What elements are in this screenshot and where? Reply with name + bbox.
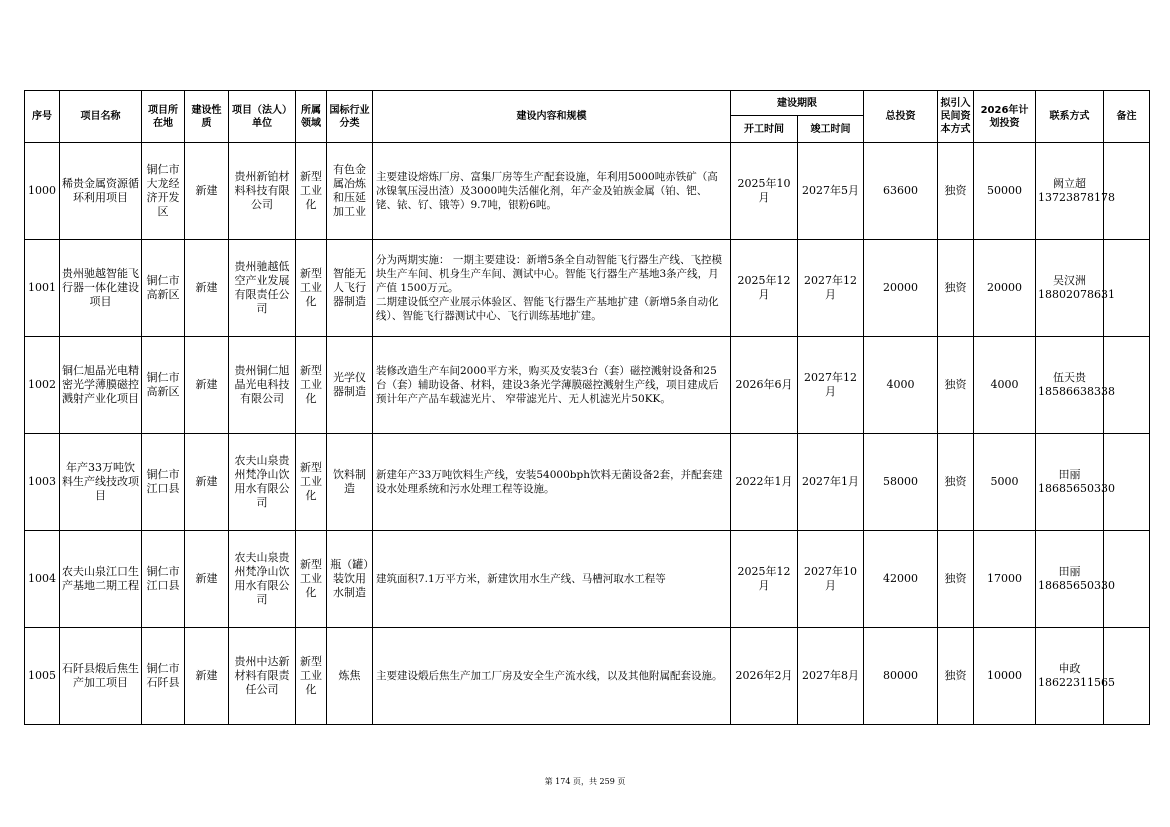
cell-mode: 独资 [938, 240, 974, 337]
cell-location: 铜仁市大龙经济开发区 [142, 143, 185, 240]
cell-nature: 新建 [185, 628, 229, 725]
cell-seq: 1003 [25, 434, 60, 531]
header-plan: 2026年计划投资 [974, 91, 1036, 143]
cell-field: 新型工业化 [296, 628, 327, 725]
cell-seq: 1001 [25, 240, 60, 337]
cell-industry: 瓶（罐）装饮用水制造 [327, 531, 373, 628]
cell-end: 2027年10月 [798, 531, 864, 628]
cell-nature: 新建 [185, 434, 229, 531]
cell-contact [1036, 143, 1115, 240]
cell-contact [1036, 531, 1115, 628]
cell-seq: 1005 [25, 628, 60, 725]
header-total: 总投资 [864, 91, 938, 143]
contact-phone: 18685650330 [1038, 482, 1115, 495]
cell-unit: 贵州驰越低空产业发展有限责任公司 [229, 240, 296, 337]
cell-contact [1036, 434, 1115, 531]
contact-name: 吴汉洲 [1053, 274, 1086, 287]
cell-nature: 新建 [185, 143, 229, 240]
cell-end: 2027年5月 [798, 143, 864, 240]
cell-field: 新型工业化 [296, 240, 327, 337]
cell-name: 石阡县煅后焦生产加工项目 [60, 628, 142, 725]
cell-contact [1036, 240, 1115, 337]
table-row [25, 143, 1150, 240]
cell-mode: 独资 [938, 143, 974, 240]
cell-industry: 智能无人飞行器制造 [327, 240, 373, 337]
cell-contact [1036, 337, 1115, 434]
cell-plan: 4000 [974, 337, 1036, 434]
header-seq: 序号 [25, 91, 60, 143]
cell-name: 铜仁旭晶光电精密光学薄膜磁控溅射产业化项目 [60, 337, 142, 434]
contact-name: 申政 [1058, 662, 1081, 675]
cell-total: 4000 [864, 337, 938, 434]
header-period: 建设期限 [731, 91, 864, 116]
table-row [25, 434, 1150, 531]
contact-name: 田丽 [1058, 565, 1081, 578]
cell-plan: 20000 [974, 240, 1036, 337]
cell-location: 铜仁市高新区 [142, 240, 185, 337]
cell-location: 铜仁市石阡县 [142, 628, 185, 725]
cell-content: 装修改造生产车间2000平方米，购买及安装3台（套）磁控溅射设备和25台（套）辅助设备、材料，建设3条光学薄膜磁控溅射生产线，项目建成后预计年产产品车载滤光片、 窄带滤光片、无人机滤光片50KK。 [373, 337, 731, 434]
cell-end: 2027年8月 [798, 628, 864, 725]
contact-phone: 13723878178 [1038, 191, 1115, 204]
project-table [24, 90, 1150, 725]
header-remark: 备注 [1104, 91, 1150, 143]
header-mode: 拟引入民间资本方式 [938, 91, 974, 143]
cell-end: 2027年12月 [798, 240, 864, 337]
cell-total: 20000 [864, 240, 938, 337]
cell-unit: 贵州中达新材料有限责任公司 [229, 628, 296, 725]
cell-industry: 光学仪器制造 [327, 337, 373, 434]
header-contact: 联系方式 [1036, 91, 1104, 143]
cell-plan: 17000 [974, 531, 1036, 628]
cell-industry: 饮料制造 [327, 434, 373, 531]
cell-content: 主要建设熔炼厂房、富集厂房等生产配套设施，年利用5000吨赤铁矿（高冰镍氧压浸出渣）及3000吨失活催化剂，年产金及铂族金属（铂、钯、铑、铱、钌、锇等）9.7吨，银粉6吨。 [373, 143, 731, 240]
cell-seq: 1002 [25, 337, 60, 434]
contact-name: 田丽 [1058, 468, 1081, 481]
cell-field: 新型工业化 [296, 434, 327, 531]
cell-nature: 新建 [185, 240, 229, 337]
table-row [25, 531, 1150, 628]
cell-field: 新型工业化 [296, 337, 327, 434]
cell-mode: 独资 [938, 337, 974, 434]
cell-name: 贵州驰越智能飞行器一体化建设项目 [60, 240, 142, 337]
cell-end: 2027年1月 [798, 434, 864, 531]
header-unit: 项目（法人）单位 [229, 91, 296, 143]
table-row [25, 628, 1150, 725]
cell-name: 年产33万吨饮料生产线技改项目 [60, 434, 142, 531]
cell-content: 分为两期实施： 一期主要建设：新增5条全自动智能飞行器生产线、飞控模块生产车间、机身生产车间、测试中心。智能飞行器生产基地3条产线，月产值 1500万元。 二期建设低空产业展示体验区、智能飞行器生产基地扩建（新增5条自动化线）、智能飞行器测试中心、飞行训练基地扩建。 [373, 240, 731, 337]
cell-total: 58000 [864, 434, 938, 531]
cell-start: 2025年10月 [731, 143, 798, 240]
table-row [25, 337, 1150, 434]
cell-seq: 1000 [25, 143, 60, 240]
cell-contact [1036, 628, 1115, 725]
cell-field: 新型工业化 [296, 143, 327, 240]
cell-start: 2022年1月 [731, 434, 798, 531]
cell-start: 2026年6月 [731, 337, 798, 434]
cell-plan: 10000 [974, 628, 1036, 725]
cell-start: 2025年12月 [731, 240, 798, 337]
cell-location: 铜仁市江口县 [142, 531, 185, 628]
cell-total: 80000 [864, 628, 938, 725]
cell-content: 建筑面积7.1万平方米，新建饮用水生产线、马槽河取水工程等 [373, 531, 731, 628]
header-start: 开工时间 [731, 116, 798, 143]
cell-unit: 农夫山泉贵州梵净山饮用水有限公司 [229, 531, 296, 628]
cell-end: 2027年12月 [798, 337, 864, 434]
cell-unit: 贵州新铂材料科技有限公司 [229, 143, 296, 240]
cell-mode: 独资 [938, 628, 974, 725]
cell-unit: 贵州铜仁旭晶光电科技有限公司 [229, 337, 296, 434]
table-row [25, 240, 1150, 337]
contact-phone: 18622311565 [1038, 676, 1115, 689]
header-content: 建设内容和规模 [373, 91, 731, 143]
contact-phone: 18802078631 [1038, 288, 1115, 301]
contact-name: 伍天贵 [1053, 371, 1086, 384]
cell-nature: 新建 [185, 531, 229, 628]
header-name: 项目名称 [60, 91, 142, 143]
cell-start: 2026年2月 [731, 628, 798, 725]
cell-content: 主要建设煅后焦生产加工厂房及安全生产流水线，以及其他附属配套设施。 [373, 628, 731, 725]
header-industry: 国标行业分类 [327, 91, 373, 143]
header-field: 所属领域 [296, 91, 327, 143]
cell-name: 稀贵金属资源循环利用项目 [60, 143, 142, 240]
cell-industry: 炼焦 [327, 628, 373, 725]
cell-start: 2025年12月 [731, 531, 798, 628]
cell-location: 铜仁市江口县 [142, 434, 185, 531]
cell-plan: 50000 [974, 143, 1036, 240]
cell-location: 铜仁市高新区 [142, 337, 185, 434]
cell-nature: 新建 [185, 337, 229, 434]
cell-seq: 1004 [25, 531, 60, 628]
cell-field: 新型工业化 [296, 531, 327, 628]
header-end: 竣工时间 [798, 116, 864, 143]
cell-name: 农夫山泉江口生产基地二期工程 [60, 531, 142, 628]
cell-mode: 独资 [938, 434, 974, 531]
header-nature: 建设性质 [185, 91, 229, 143]
cell-mode: 独资 [938, 531, 974, 628]
contact-phone: 18685650330 [1038, 579, 1115, 592]
cell-total: 63600 [864, 143, 938, 240]
cell-plan: 5000 [974, 434, 1036, 531]
cell-unit: 农夫山泉贵州梵净山饮用水有限公司 [229, 434, 296, 531]
contact-name: 阙立超 [1053, 177, 1086, 190]
contact-phone: 18586638338 [1038, 385, 1115, 398]
cell-total: 42000 [864, 531, 938, 628]
cell-industry: 有色金属冶炼和压延加工业 [327, 143, 373, 240]
header-location: 项目所在地 [142, 91, 185, 143]
page-footer: 第 174 页，共 259 页 [544, 777, 626, 786]
cell-content: 新建年产33万吨饮料生产线，安装54000bph饮料无菌设备2套，并配套建设水处理系统和污水处理工程等设施。 [373, 434, 731, 531]
